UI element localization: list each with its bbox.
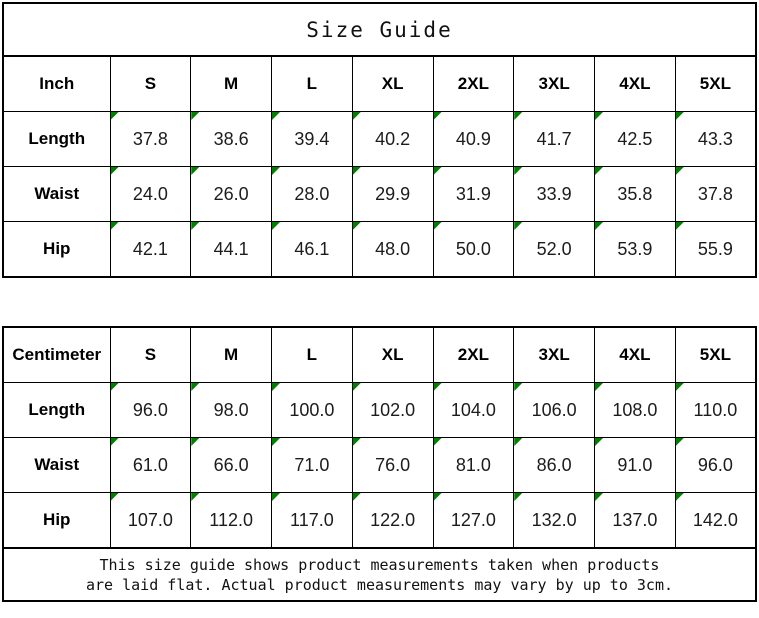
green-triangle-icon: [191, 383, 199, 391]
green-triangle-icon: [676, 438, 684, 446]
green-triangle-icon: [595, 493, 603, 501]
green-triangle-icon: [111, 112, 119, 120]
measurement-value-cell: [272, 438, 353, 493]
measurement-value-cell: [675, 167, 756, 222]
green-triangle-icon: [434, 383, 442, 391]
green-triangle-icon: [676, 167, 684, 175]
green-triangle-icon: [595, 383, 603, 391]
green-triangle-icon: [514, 438, 522, 446]
green-triangle-icon: [595, 222, 603, 230]
green-triangle-icon: [595, 167, 603, 175]
measurement-value: 33.9: [536, 183, 572, 204]
size-header-cell: 4XL: [595, 56, 676, 112]
measurement-value: 132.0: [531, 509, 577, 530]
size-header-cell: L: [272, 56, 353, 112]
green-triangle-icon: [434, 167, 442, 175]
measurement-value: 46.1: [294, 238, 330, 259]
measurement-value: 117.0: [290, 509, 334, 530]
measurement-value-cell: [514, 438, 595, 493]
green-triangle-icon: [595, 438, 603, 446]
measurement-value-cell: [110, 383, 191, 438]
measurement-value-cell: [433, 438, 514, 493]
measurement-value: 43.3: [697, 128, 733, 149]
measurement-label-cell: Length: [3, 112, 110, 167]
green-triangle-icon: [434, 222, 442, 230]
measurement-value: 48.0: [375, 238, 411, 259]
green-triangle-icon: [272, 222, 280, 230]
inch-length-row: [3, 112, 756, 167]
green-triangle-icon: [514, 112, 522, 120]
measurement-value: 35.8: [617, 183, 653, 204]
measurement-value-cell: [191, 222, 272, 278]
footer-note-box: [2, 547, 757, 602]
green-triangle-icon: [353, 112, 361, 120]
measurement-value-cell: [595, 167, 676, 222]
measurement-value: 98.0: [213, 399, 249, 420]
measurement-value-cell: [110, 167, 191, 222]
measurement-value: 39.4: [294, 128, 330, 149]
measurement-value-cell: [433, 112, 514, 167]
centimeter-header-row: [3, 327, 756, 383]
measurement-label-cell: Waist: [3, 438, 110, 493]
measurement-value-cell: [191, 493, 272, 549]
measurement-value-cell: [675, 383, 756, 438]
green-triangle-icon: [353, 383, 361, 391]
green-triangle-icon: [353, 167, 361, 175]
inch-waist-row: [3, 167, 756, 222]
measurement-value: 42.5: [617, 128, 653, 149]
measurement-value: 24.0: [132, 183, 168, 204]
green-triangle-icon: [353, 438, 361, 446]
measurement-value: 96.0: [132, 399, 168, 420]
green-triangle-icon: [514, 167, 522, 175]
measurement-value: 40.9: [455, 128, 491, 149]
unit-header-cell: Inch: [3, 56, 110, 112]
centimeter-length-row: [3, 383, 756, 438]
size-header-cell: 2XL: [433, 56, 514, 112]
size-header-cell: 5XL: [675, 56, 756, 112]
measurement-value-cell: [675, 222, 756, 278]
measurement-value-cell: [110, 493, 191, 549]
measurement-value: 76.0: [375, 454, 411, 475]
green-triangle-icon: [434, 493, 442, 501]
measurement-value-cell: [352, 383, 433, 438]
measurement-value-cell: [675, 493, 756, 549]
green-triangle-icon: [111, 167, 119, 175]
measurement-value: 28.0: [294, 183, 330, 204]
measurement-value-cell: [514, 112, 595, 167]
measurement-value-cell: [433, 167, 514, 222]
green-triangle-icon: [676, 222, 684, 230]
centimeter-waist-row: [3, 438, 756, 493]
measurement-value-cell: [595, 493, 676, 549]
size-header-cell: M: [191, 327, 272, 383]
measurement-value: 142.0: [692, 509, 738, 530]
measurement-value-cell: [433, 222, 514, 278]
green-triangle-icon: [272, 438, 280, 446]
measurement-value: 100.0: [289, 399, 335, 420]
green-triangle-icon: [676, 112, 684, 120]
centimeter-hip-row: [3, 493, 756, 549]
measurement-value: 107.0: [127, 509, 173, 530]
measurement-value: 104.0: [450, 399, 496, 420]
measurement-value: 127.0: [450, 509, 496, 530]
measurement-value: 42.1: [132, 238, 168, 259]
size-header-cell: 3XL: [514, 56, 595, 112]
measurement-value-cell: [352, 167, 433, 222]
centimeter-size-table: [2, 326, 757, 549]
size-header-cell: 4XL: [595, 327, 676, 383]
measurement-value: 112.0: [209, 509, 253, 530]
measurement-value-cell: [110, 222, 191, 278]
measurement-value-cell: [514, 222, 595, 278]
measurement-value: 91.0: [617, 454, 653, 475]
measurement-value: 110.0: [693, 399, 738, 420]
measurement-value: 71.0: [294, 454, 330, 475]
measurement-value-cell: [595, 112, 676, 167]
footer-note-line2: are laid flat. Actual product measurements may vary by up to 3cm.: [86, 575, 673, 594]
measurement-value: 137.0: [612, 509, 658, 530]
size-header-cell: XL: [352, 327, 433, 383]
table-gap-spacer: [2, 278, 757, 328]
size-guide-page: [2, 0, 757, 602]
green-triangle-icon: [191, 222, 199, 230]
green-triangle-icon: [111, 438, 119, 446]
green-triangle-icon: [111, 493, 119, 501]
green-triangle-icon: [434, 438, 442, 446]
measurement-value-cell: [595, 383, 676, 438]
green-triangle-icon: [272, 112, 280, 120]
measurement-value-cell: [352, 222, 433, 278]
inch-size-table: [2, 55, 757, 278]
measurement-label-cell: Length: [3, 383, 110, 438]
inch-hip-row: [3, 222, 756, 278]
measurement-value-cell: [352, 493, 433, 549]
size-header-cell: M: [191, 56, 272, 112]
measurement-value: 61.0: [132, 454, 168, 475]
green-triangle-icon: [514, 222, 522, 230]
green-triangle-icon: [272, 167, 280, 175]
green-triangle-icon: [595, 112, 603, 120]
measurement-value: 53.9: [617, 238, 653, 259]
measurement-value: 52.0: [536, 238, 572, 259]
measurement-label-cell: Waist: [3, 167, 110, 222]
green-triangle-icon: [514, 493, 522, 501]
green-triangle-icon: [434, 112, 442, 120]
green-triangle-icon: [191, 493, 199, 501]
measurement-value: 102.0: [370, 399, 416, 420]
measurement-value-cell: [272, 493, 353, 549]
unit-header-cell: Centimeter: [3, 327, 110, 383]
size-header-cell: 5XL: [675, 327, 756, 383]
measurement-value-cell: [272, 167, 353, 222]
measurement-value-cell: [191, 112, 272, 167]
green-triangle-icon: [676, 493, 684, 501]
measurement-value: 26.0: [213, 183, 249, 204]
measurement-value: 44.1: [213, 238, 249, 259]
measurement-value: 37.8: [697, 183, 733, 204]
measurement-value-cell: [433, 493, 514, 549]
green-triangle-icon: [111, 222, 119, 230]
size-header-cell: S: [110, 327, 191, 383]
page-title: Size Guide: [306, 17, 453, 42]
green-triangle-icon: [676, 383, 684, 391]
measurement-value: 40.2: [375, 128, 411, 149]
measurement-value: 31.9: [455, 183, 491, 204]
measurement-value: 50.0: [455, 238, 491, 259]
measurement-value-cell: [272, 222, 353, 278]
measurement-value-cell: [514, 493, 595, 549]
measurement-value: 108.0: [612, 399, 658, 420]
measurement-value-cell: [675, 112, 756, 167]
measurement-value: 37.8: [132, 128, 168, 149]
green-triangle-icon: [191, 167, 199, 175]
measurement-value: 29.9: [375, 183, 411, 204]
size-header-cell: 2XL: [433, 327, 514, 383]
measurement-label-cell: Hip: [3, 493, 110, 549]
measurement-value-cell: [352, 438, 433, 493]
size-header-cell: XL: [352, 56, 433, 112]
measurement-value: 81.0: [455, 454, 491, 475]
measurement-value-cell: [595, 438, 676, 493]
size-header-cell: L: [272, 327, 353, 383]
footer-note-line1: This size guide shows product measurements taken when products: [99, 555, 660, 574]
green-triangle-icon: [191, 112, 199, 120]
measurement-value-cell: [191, 383, 272, 438]
measurement-value: 86.0: [536, 454, 572, 475]
green-triangle-icon: [514, 383, 522, 391]
measurement-value-cell: [595, 222, 676, 278]
measurement-value-cell: [191, 167, 272, 222]
green-triangle-icon: [272, 493, 280, 501]
measurement-value: 38.6: [213, 128, 249, 149]
green-triangle-icon: [111, 383, 119, 391]
measurement-value: 96.0: [697, 454, 733, 475]
measurement-value-cell: [433, 383, 514, 438]
measurement-value: 106.0: [531, 399, 577, 420]
inch-header-row: [3, 56, 756, 112]
measurement-value-cell: [352, 112, 433, 167]
measurement-value-cell: [191, 438, 272, 493]
measurement-value: 41.7: [536, 128, 572, 149]
measurement-value-cell: [514, 167, 595, 222]
size-header-cell: 3XL: [514, 327, 595, 383]
green-triangle-icon: [272, 383, 280, 391]
measurement-value: 55.9: [697, 238, 733, 259]
title-box: [2, 2, 757, 57]
measurement-value-cell: [110, 438, 191, 493]
green-triangle-icon: [191, 438, 199, 446]
green-triangle-icon: [353, 493, 361, 501]
measurement-value-cell: [514, 383, 595, 438]
green-triangle-icon: [353, 222, 361, 230]
measurement-value-cell: [675, 438, 756, 493]
measurement-label-cell: Hip: [3, 222, 110, 278]
size-header-cell: S: [110, 56, 191, 112]
measurement-value: 66.0: [213, 454, 249, 475]
measurement-value-cell: [272, 383, 353, 438]
measurement-value-cell: [272, 112, 353, 167]
measurement-value-cell: [110, 112, 191, 167]
measurement-value: 122.0: [370, 509, 416, 530]
